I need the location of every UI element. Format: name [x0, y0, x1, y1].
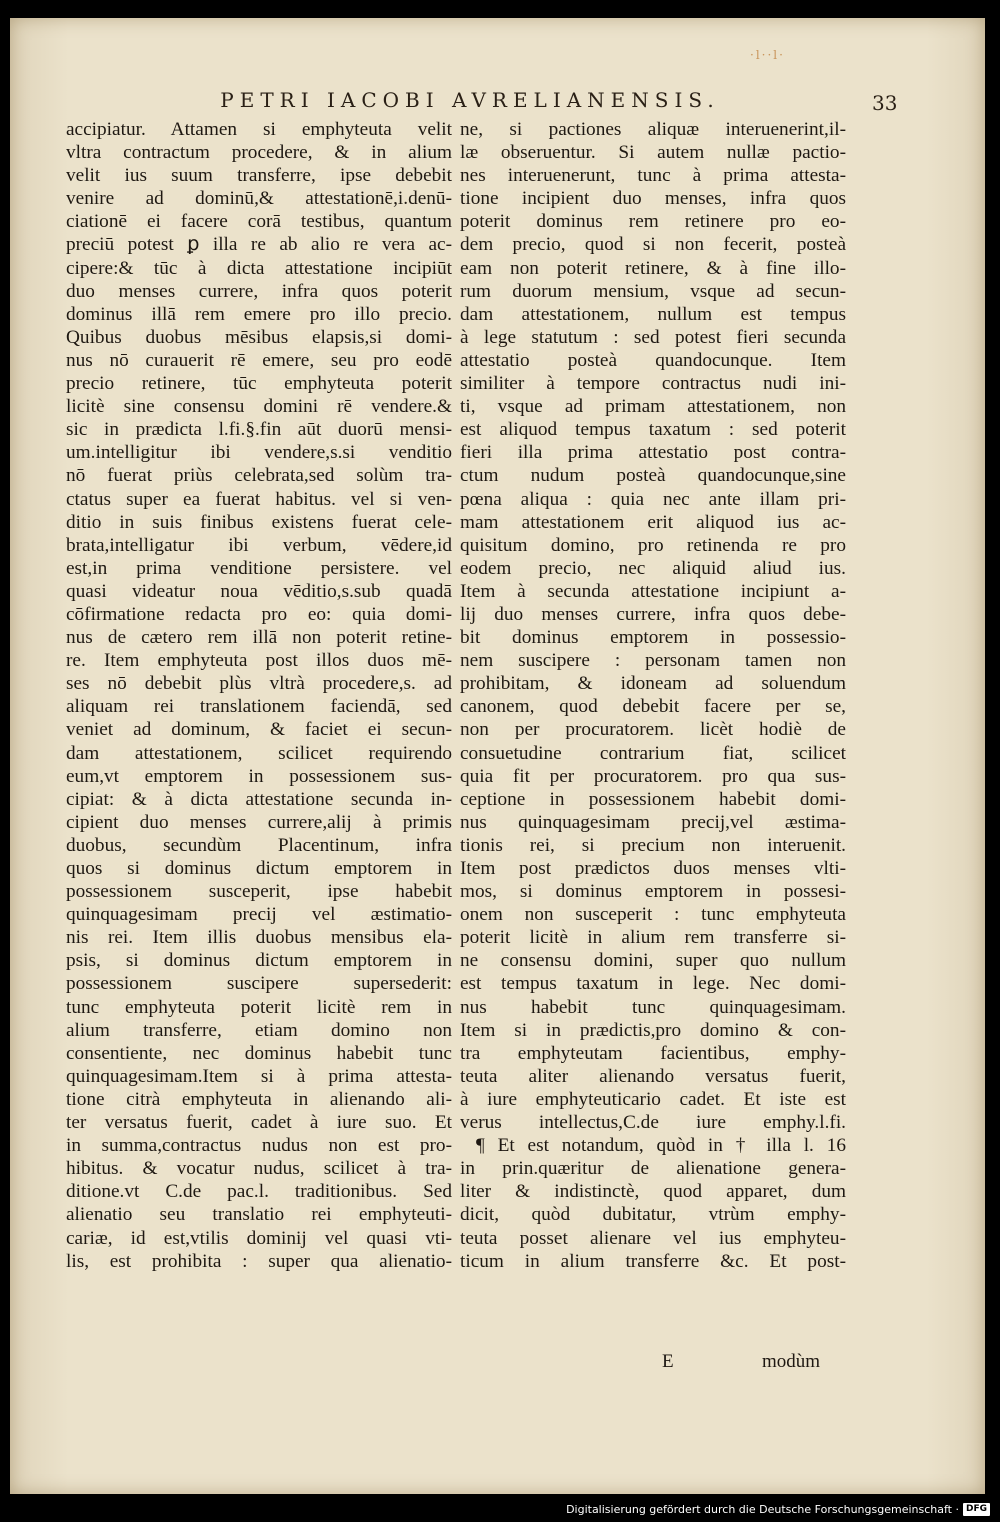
text-line: læ obseruentur. Si autem nullæ pactio-: [460, 142, 846, 164]
text-line: quisitum domino, pro retinenda re pro: [460, 534, 846, 556]
text-line: est tempus taxatum in lege. Nec domi-: [460, 973, 846, 995]
text-line: ctatus super ea fuerat habitus. vel si ven-: [66, 488, 452, 510]
text-line: cipiat: & à dicta attestatione secunda in-: [66, 788, 452, 810]
text-line: veniet ad dominum, & faciet ei secun-: [66, 719, 452, 741]
footer-text: Digitalisierung gefördert durch die Deutsche Forschungsgemeinschaft ·: [566, 1503, 959, 1516]
text-line: alium transferre, etiam domino non: [66, 1019, 452, 1041]
text-line: consuetudine contrarium fiat, scilicet: [460, 742, 846, 764]
text-line: ne, si pactiones aliquæ interuenerint,il-: [460, 119, 846, 140]
text-line: ceptione in possessionem habebit domi-: [460, 788, 846, 810]
running-header: PETRI IACOBI AVRELIANENSIS.: [220, 88, 720, 112]
text-line: Item à secunda attestatione incipiunt a-: [460, 580, 846, 602]
text-line: est aliquod tempus taxatum : sed poterit: [460, 419, 846, 441]
dfg-logo-icon: DFG: [963, 1503, 990, 1516]
text-line: rum duorum mensium, vsque ad secun-: [460, 280, 846, 302]
text-line: ctum nudum posteà quandocunque,sine: [460, 465, 846, 487]
text-line: nis rei. Item illis duobus mensibus ela-: [66, 927, 452, 949]
text-line: nus quinquagesimam precij,vel æstima-: [460, 811, 846, 833]
text-line: attestatio posteà quandocunque. Item: [460, 349, 846, 371]
page-number: 33: [872, 91, 898, 115]
text-line: ditio in suis finibus existens fuerat cele-: [66, 511, 452, 533]
digitization-footer: [566, 1503, 990, 1516]
text-line: quos si dominus dictum emptorem in: [66, 858, 452, 879]
text-line: ticum in alium transferre &c. Et post-: [460, 1250, 846, 1272]
text-line: mam attestationem erit aliquod ius ac-: [460, 511, 846, 533]
text-line: teuta posset alienare vel ius emphyteu-: [460, 1227, 846, 1249]
text-line: psis, si dominus dictum emptorem in: [66, 950, 452, 972]
text-line: ses nō debebit plùs vltrà procedere,s. ad: [66, 673, 452, 695]
text-line: tra emphyteutam facientibus, emphy-: [460, 1042, 846, 1064]
text-line: Item post prædictos duos menses vlti-: [460, 858, 846, 879]
text-line: à iure emphyteuticario cadet. Et iste est: [460, 1088, 846, 1110]
text-line: cipere:& tūc à dicta attestatione incipiūt: [66, 257, 452, 279]
text-line: eodem precio, nec aliquid aliud ius.: [460, 557, 846, 579]
text-line: prohibitam, & idoneam ad soluendum: [460, 673, 846, 695]
text-line: nō fuerat priùs celebrata,sed solùm tra-: [66, 465, 452, 487]
text-line: ti, vsque ad primam attestationem, non: [460, 396, 846, 418]
text-line: brata,intelligatur ibi verbum, vēdere,id: [66, 534, 452, 556]
text-line: tionis rei, si precium non interuenit.: [460, 834, 846, 856]
text-line: verus intellectus,C.de iure emphy.l.fi.: [460, 1112, 846, 1134]
catchword: modùm: [762, 1351, 821, 1372]
text-line: alienatio seu translatio rei emphyteuti-: [66, 1204, 452, 1226]
text-line: canonem, quod debebit facere per se,: [460, 696, 846, 718]
text-line: ne consensu domini, super quo nullum: [460, 950, 846, 972]
text-line: fieri illa prima attestatio post contra-: [460, 442, 846, 464]
text-line: nus de cætero rem illā non poterit retine-: [66, 627, 452, 649]
text-line: precio retinere, tūc emphyteuta poterit: [66, 373, 452, 395]
text-line: cōfirmatione redacta pro eo: quia domi-: [66, 603, 452, 625]
text-line: dem precio, quod si non fecerit, posteà: [460, 234, 846, 256]
text-line: accipiatur. Attamen si emphyteuta velit: [66, 119, 452, 140]
text-line: dominus illā rem emere pro illo precio.: [66, 303, 452, 325]
text-line: duobus, secundùm Placentinum, infra: [66, 834, 452, 856]
text-line: Quibus duobus mēsibus elapsis,si domi-: [66, 326, 452, 348]
text-line: poterit licitè in alium rem transferre si-: [460, 927, 846, 949]
text-line: lij duo menses currere, infra quos debe-: [460, 603, 846, 625]
ink-mark: ·l··l·: [750, 48, 785, 62]
text-line: velit ius suum transferre, ipse debebit: [66, 165, 452, 187]
text-line: in prin.quæritur de alienatione genera-: [460, 1158, 846, 1180]
text-line: bit dominus emptorem in possessio-: [460, 627, 846, 649]
text-line: onem non susceperit : tunc emphyteuta: [460, 904, 846, 926]
text-line: eam non poterit retinere, & à fine illo-: [460, 257, 846, 279]
text-column-left: [66, 118, 452, 1273]
text-line: quia fit per procuratorem. pro qua sus-: [460, 765, 846, 787]
text-line: nes interuenerunt, tunc à prima attesta-: [460, 165, 846, 187]
text-line: aliquam rei translationem faciendā, sed: [66, 696, 452, 718]
text-line: duo menses currere, infra quos poterit: [66, 280, 452, 302]
text-line: teuta aliter alienando versatus fuerit,: [460, 1065, 846, 1087]
text-line: similiter à tempore contractus nudi ini-: [460, 373, 846, 395]
text-line: venire ad dominū,& attestationē,i.denū-: [66, 188, 452, 210]
text-line: tione incipient duo menses, infra quos: [460, 188, 846, 210]
text-line: pœna aliqua : quia nec ante illam pri-: [460, 488, 846, 510]
text-column-right: [460, 118, 846, 1273]
text-line: hibitus. & vocatur nudus, scilicet à tra-: [66, 1158, 452, 1180]
text-line: sic in prædicta l.fi.§.fin aūt duorū mensi-: [66, 419, 452, 441]
text-line: quasi videatur noua vēditio,s.sub quadā: [66, 580, 452, 602]
text-line: possessionem suscipere supersederit:: [66, 973, 452, 995]
text-line: liter & indistinctè, quod apparet, dum: [460, 1181, 846, 1203]
text-line: non per procuratorem. licèt hodiè de: [460, 719, 846, 741]
text-line: dam attestationem, nullum est tempus: [460, 303, 846, 325]
text-line: cipient duo menses currere,alij à primis: [66, 811, 452, 833]
text-line: est,in prima venditione persistere. vel: [66, 557, 452, 579]
text-line: dicit, quòd dubitatur, vtrùm emphy-: [460, 1204, 846, 1226]
text-line: licitè sine consensu domini rē vendere.&: [66, 396, 452, 418]
text-line: tunc emphyteuta poterit licitè rem in: [66, 996, 452, 1018]
text-line: nus habebit tunc quinquagesimam.: [460, 996, 846, 1018]
text-line: dam attestationem, scilicet requirendo: [66, 742, 452, 764]
text-line: quinquagesimam.Item si à prima attesta-: [66, 1065, 452, 1087]
text-line: in summa,contractus nudus non est pro-: [66, 1135, 452, 1157]
text-line: re. Item emphyteuta post illos duos mē-: [66, 650, 452, 672]
text-line: cariæ, id est,vtilis dominij vel quasi vti-: [66, 1227, 452, 1249]
text-line: ciationē ei facere corā testibus, quantum: [66, 211, 452, 233]
text-line: lis, est prohibita : super qua alienatio-: [66, 1250, 452, 1272]
text-line: preciū potest ꝑ illa re ab alio re vera ac-: [66, 234, 452, 256]
text-line: poterit dominus rem retinere pro eo-: [460, 211, 846, 233]
text-line: possessionem susceperit, ipse habebit: [66, 881, 452, 903]
text-line: quinquagesimam precij vel æstimatio-: [66, 904, 452, 926]
text-line: ditione.vt C.de pac.l. traditionibus. Sed: [66, 1181, 452, 1203]
text-line: tione citrà emphyteuta in alienando ali-: [66, 1088, 452, 1110]
text-line: consentiente, nec dominus habebit tunc: [66, 1042, 452, 1064]
signature-mark: E: [662, 1351, 674, 1372]
text-line: mos, si dominus emptorem in possesi-: [460, 881, 846, 903]
text-line: à lege statutum : sed potest fieri secunda: [460, 326, 846, 348]
text-line: vltra contractum procedere, & in alium: [66, 142, 452, 164]
text-line: eum,vt emptorem in possessionem sus-: [66, 765, 452, 787]
text-line: nem suscipere : personam tamen non: [460, 650, 846, 672]
text-line: ter versatus fuerit, cadet à iure suo. Et: [66, 1112, 452, 1134]
text-line: um.intelligitur ibi vendere,s.si venditio: [66, 442, 452, 464]
paragraph-start-line: ¶ Et est notandum, quòd in † illa l. 16: [476, 1135, 846, 1157]
text-line: nus nō curauerit rē emere, seu pro eodē: [66, 349, 452, 371]
book-page: [10, 18, 985, 1494]
text-line: Item si in prædictis,pro domino & con-: [460, 1019, 846, 1041]
